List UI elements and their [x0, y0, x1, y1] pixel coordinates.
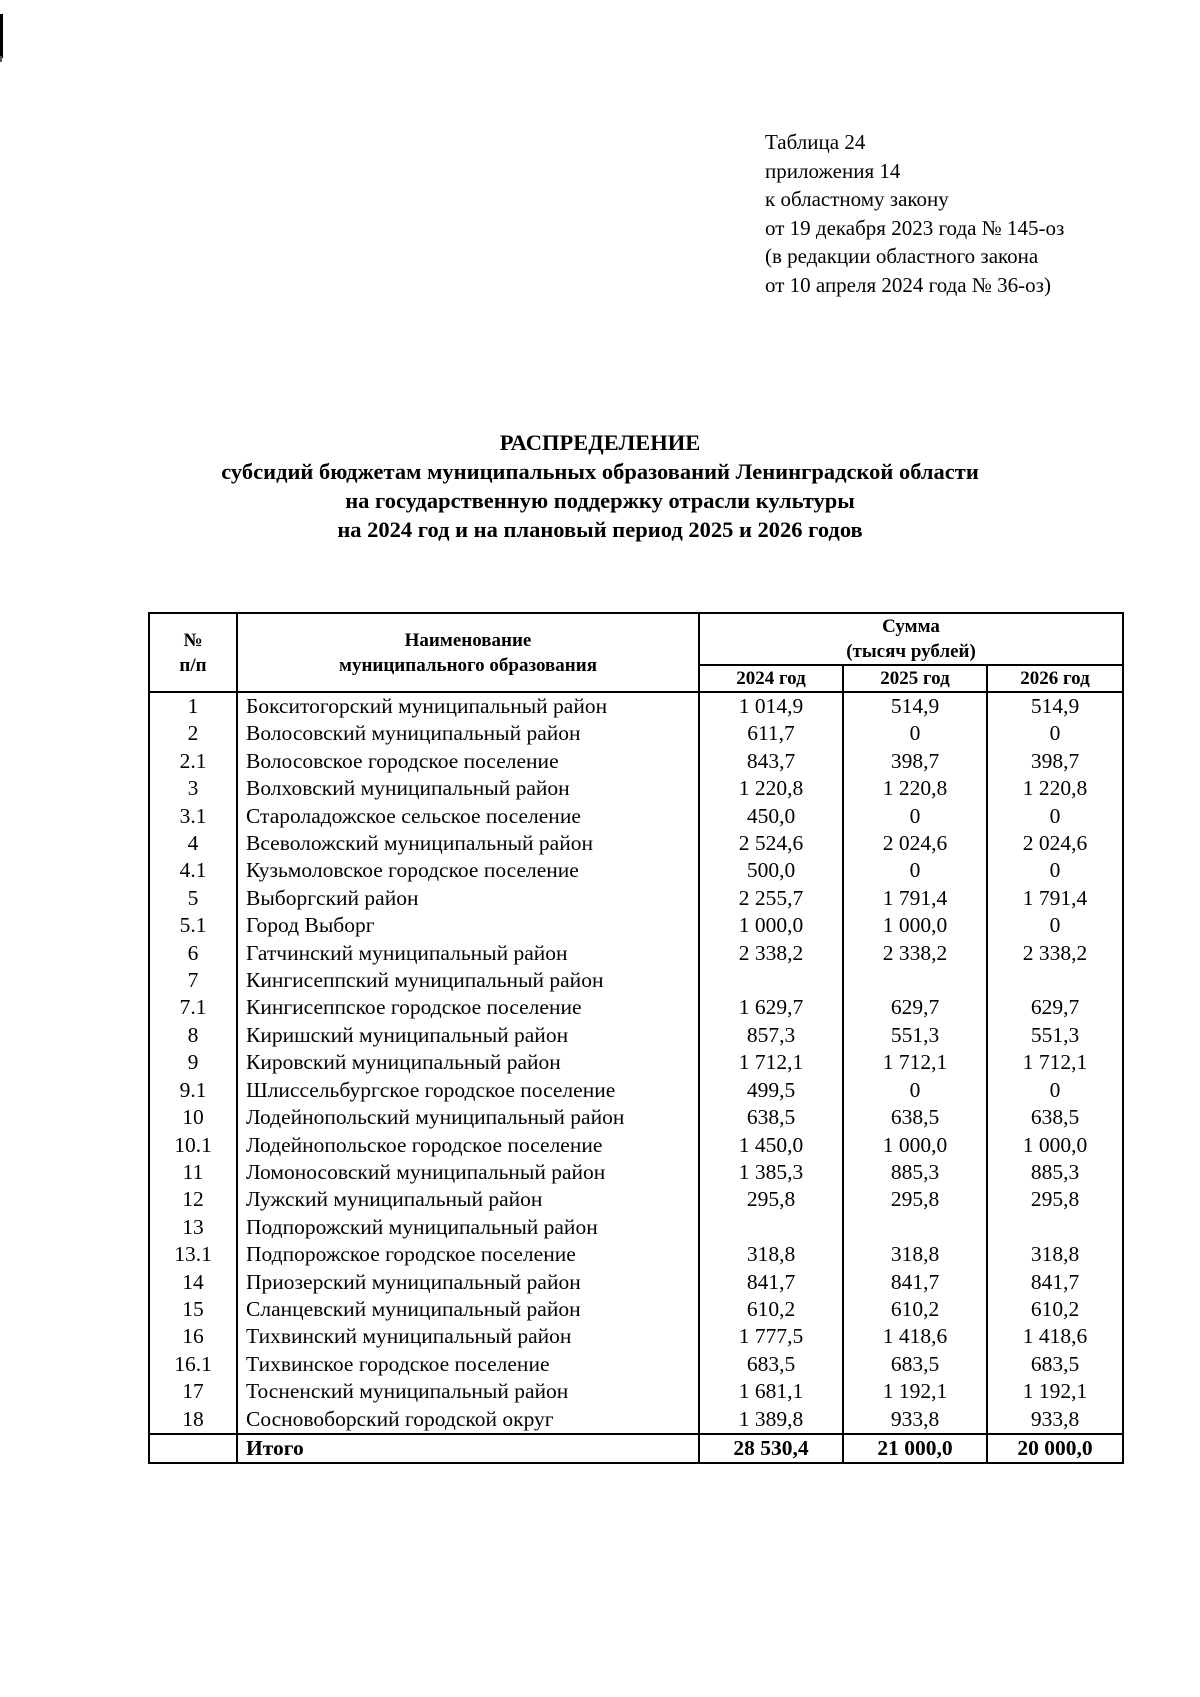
- table-row: [149, 940, 1123, 967]
- row-number: 5.1: [149, 912, 237, 939]
- amount-2025: [843, 1214, 987, 1241]
- amount-2026: [987, 967, 1123, 994]
- header-line: к областному закону: [765, 187, 949, 211]
- title-line: РАСПРЕДЕЛЕНИЕ: [499, 430, 701, 455]
- total-2025: 21 000,0: [843, 1434, 987, 1463]
- header-name-line: Наименование: [404, 629, 532, 651]
- table-row: [149, 1132, 1123, 1159]
- row-number: 3: [149, 775, 237, 802]
- amount-2026: 0: [987, 1077, 1123, 1104]
- municipality-name: Кингисеппское городское поселение: [237, 994, 699, 1021]
- row-number: 9.1: [149, 1077, 237, 1104]
- amount-2024: 1 777,5: [699, 1323, 843, 1350]
- amount-2025: 1 712,1: [843, 1049, 987, 1076]
- row-number: 13: [149, 1214, 237, 1241]
- total-label: Итого: [237, 1434, 699, 1463]
- amount-2024: 610,2: [699, 1296, 843, 1323]
- row-number: 4.1: [149, 857, 237, 884]
- municipality-name: Подпорожское городское поселение: [237, 1241, 699, 1268]
- amount-2024: 1 220,8: [699, 775, 843, 802]
- amount-2026: 638,5: [987, 1104, 1123, 1131]
- amount-2026: [987, 1214, 1123, 1241]
- municipality-name: Шлиссельбургское городское поселение: [237, 1077, 699, 1104]
- municipality-name: Лодейнопольское городское поселение: [237, 1132, 699, 1159]
- table-row: [149, 1296, 1123, 1323]
- municipality-name: Гатчинский муниципальный район: [237, 940, 699, 967]
- header-num: [149, 613, 237, 692]
- header-sum-line: (тысяч рублей): [846, 641, 976, 662]
- amount-2025: 2 338,2: [843, 940, 987, 967]
- amount-2025: 610,2: [843, 1296, 987, 1323]
- header-sum-line: Сумма: [882, 616, 940, 637]
- table-row: [149, 1269, 1123, 1296]
- amount-2025: 1 000,0: [843, 1132, 987, 1159]
- municipality-name: Киришский муниципальный район: [237, 1022, 699, 1049]
- row-number: 5: [149, 885, 237, 912]
- scan-edge-mark: [0, 14, 3, 58]
- amount-2026: 295,8: [987, 1186, 1123, 1213]
- municipality-name: Лодейнопольский муниципальный район: [237, 1104, 699, 1131]
- municipality-name: Волосовский муниципальный район: [237, 720, 699, 747]
- amount-2026: 318,8: [987, 1241, 1123, 1268]
- amount-2024: [699, 1214, 843, 1241]
- row-number: 18: [149, 1406, 237, 1434]
- municipality-name: Тихвинский муниципальный район: [237, 1323, 699, 1350]
- amount-2025: 0: [843, 857, 987, 884]
- header-num-line: №: [183, 629, 203, 651]
- municipality-name: Тосненский муниципальный район: [237, 1378, 699, 1405]
- amount-2025: [843, 967, 987, 994]
- table-row: [149, 967, 1123, 994]
- amount-2024: 1 014,9: [699, 692, 843, 720]
- amount-2025: 514,9: [843, 692, 987, 720]
- table-row: [149, 748, 1123, 775]
- municipality-name: Подпорожский муниципальный район: [237, 1214, 699, 1241]
- amount-2024: 1 681,1: [699, 1378, 843, 1405]
- municipality-name: Лужский муниципальный район: [237, 1186, 699, 1213]
- amount-2024: 1 385,3: [699, 1159, 843, 1186]
- amount-2026: 1 220,8: [987, 775, 1123, 802]
- amount-2026: 629,7: [987, 994, 1123, 1021]
- row-number: 6: [149, 940, 237, 967]
- row-number: 13.1: [149, 1241, 237, 1268]
- row-number: 3.1: [149, 803, 237, 830]
- scan-edge-mark: [0, 56, 2, 62]
- amount-2024: 611,7: [699, 720, 843, 747]
- amount-2026: 2 338,2: [987, 940, 1123, 967]
- row-number: 11: [149, 1159, 237, 1186]
- table-row: [149, 1406, 1123, 1434]
- total-2026: 20 000,0: [987, 1434, 1123, 1463]
- amount-2024: 499,5: [699, 1077, 843, 1104]
- table-row: [149, 1159, 1123, 1186]
- amount-2025: 885,3: [843, 1159, 987, 1186]
- municipality-name: Кингисеппский муниципальный район: [237, 967, 699, 994]
- table-header-row: [149, 613, 1123, 665]
- row-number: 1: [149, 692, 237, 720]
- amount-2025: 629,7: [843, 994, 987, 1021]
- municipality-name: Тихвинское городское поселение: [237, 1351, 699, 1378]
- header-line: от 19 декабря 2023 года № 145-оз: [765, 215, 1065, 240]
- amount-2026: 398,7: [987, 748, 1123, 775]
- municipality-name: Бокситогорский муниципальный район: [237, 692, 699, 720]
- amount-2025: 2 024,6: [843, 830, 987, 857]
- amount-2024: 295,8: [699, 1186, 843, 1213]
- appendix-header: [765, 128, 1064, 299]
- row-number: 14: [149, 1269, 237, 1296]
- amount-2025: 318,8: [843, 1241, 987, 1268]
- amount-2025: 295,8: [843, 1186, 987, 1213]
- table-row: [149, 912, 1123, 939]
- municipality-name: Всеволожский муниципальный район: [237, 830, 699, 857]
- row-number: 10.1: [149, 1132, 237, 1159]
- municipality-name: Кузьмоловское городское поселение: [237, 857, 699, 884]
- header-name-line: муниципального образования: [339, 654, 597, 676]
- row-number: 9: [149, 1049, 237, 1076]
- amount-2024: 1 389,8: [699, 1406, 843, 1434]
- amount-2026: 683,5: [987, 1351, 1123, 1378]
- amount-2026: 933,8: [987, 1406, 1123, 1434]
- header-year-2026: 2026 год: [987, 665, 1123, 692]
- row-number: 12: [149, 1186, 237, 1213]
- row-number: 16.1: [149, 1351, 237, 1378]
- municipality-name: Сосновоборский городской округ: [237, 1406, 699, 1434]
- amount-2025: 683,5: [843, 1351, 987, 1378]
- municipality-name: Староладожское сельское поселение: [237, 803, 699, 830]
- amount-2026: 0: [987, 803, 1123, 830]
- header-year-2024: 2024 год: [699, 665, 843, 692]
- amount-2024: 841,7: [699, 1269, 843, 1296]
- municipality-name: Выборгский район: [237, 885, 699, 912]
- header-line: (в редакции областного закона: [765, 244, 1039, 268]
- amount-2024: 638,5: [699, 1104, 843, 1131]
- amount-2024: 857,3: [699, 1022, 843, 1049]
- amount-2026: 610,2: [987, 1296, 1123, 1323]
- amount-2025: 0: [843, 1077, 987, 1104]
- document-title: [0, 428, 1200, 544]
- header-name: [237, 613, 699, 692]
- amount-2025: 933,8: [843, 1406, 987, 1434]
- amount-2025: 398,7: [843, 748, 987, 775]
- amount-2025: 1 418,6: [843, 1323, 987, 1350]
- title-line: субсидий бюджетам муниципальных образований Ленинградской области: [221, 459, 979, 484]
- municipality-name: Волховский муниципальный район: [237, 775, 699, 802]
- table-row: [149, 1186, 1123, 1213]
- municipality-name: Кировский муниципальный район: [237, 1049, 699, 1076]
- header-num-line: п/п: [179, 654, 207, 676]
- table-row: [149, 1022, 1123, 1049]
- municipality-name: Приозерский муниципальный район: [237, 1269, 699, 1296]
- table-row: [149, 885, 1123, 912]
- amount-2024: 2 255,7: [699, 885, 843, 912]
- amount-2026: 0: [987, 912, 1123, 939]
- amount-2026: 1 712,1: [987, 1049, 1123, 1076]
- amount-2026: 0: [987, 720, 1123, 747]
- municipality-name: Город Выборг: [237, 912, 699, 939]
- amount-2026: 514,9: [987, 692, 1123, 720]
- amount-2024: 683,5: [699, 1351, 843, 1378]
- amount-2026: 1 192,1: [987, 1378, 1123, 1405]
- table-row: [149, 775, 1123, 802]
- amount-2025: 0: [843, 803, 987, 830]
- amount-2026: 841,7: [987, 1269, 1123, 1296]
- amount-2024: 2 338,2: [699, 940, 843, 967]
- table-row: [149, 692, 1123, 720]
- amount-2024: 1 450,0: [699, 1132, 843, 1159]
- title-line: на государственную поддержку отрасли культуры: [345, 488, 855, 513]
- municipality-name: Волосовское городское поселение: [237, 748, 699, 775]
- amount-2025: 551,3: [843, 1022, 987, 1049]
- total-2024: 28 530,4: [699, 1434, 843, 1463]
- row-number: 10: [149, 1104, 237, 1131]
- table-row: [149, 720, 1123, 747]
- header-sum: [699, 613, 1123, 665]
- table-row: [149, 994, 1123, 1021]
- table-row: [149, 1323, 1123, 1350]
- amount-2024: 450,0: [699, 803, 843, 830]
- amount-2026: 885,3: [987, 1159, 1123, 1186]
- row-number: 7.1: [149, 994, 237, 1021]
- total-num: [149, 1434, 237, 1463]
- table-row: [149, 1077, 1123, 1104]
- row-number: 17: [149, 1378, 237, 1405]
- header-line: Таблица 24: [765, 130, 866, 154]
- amount-2026: 1 000,0: [987, 1132, 1123, 1159]
- amount-2024: 318,8: [699, 1241, 843, 1268]
- amount-2024: 1 712,1: [699, 1049, 843, 1076]
- municipality-name: Ломоносовский муниципальный район: [237, 1159, 699, 1186]
- header-line: от 10 апреля 2024 года № 36-оз): [765, 272, 1051, 297]
- amount-2025: 0: [843, 720, 987, 747]
- table-row: [149, 1049, 1123, 1076]
- header-year-2025: 2025 год: [843, 665, 987, 692]
- table-row: [149, 1378, 1123, 1405]
- amount-2026: 0: [987, 857, 1123, 884]
- table-row: [149, 1241, 1123, 1268]
- amount-2025: 1 791,4: [843, 885, 987, 912]
- table-row: [149, 1104, 1123, 1131]
- amount-2024: 1 629,7: [699, 994, 843, 1021]
- table-row: [149, 803, 1123, 830]
- header-line: приложения 14: [765, 158, 901, 183]
- total-row: [149, 1434, 1123, 1463]
- table-row: [149, 830, 1123, 857]
- amount-2024: 500,0: [699, 857, 843, 884]
- amount-2026: 1 791,4: [987, 885, 1123, 912]
- amount-2026: 551,3: [987, 1022, 1123, 1049]
- amount-2025: 1 220,8: [843, 775, 987, 802]
- amount-2024: 843,7: [699, 748, 843, 775]
- row-number: 7: [149, 967, 237, 994]
- amount-2025: 1 000,0: [843, 912, 987, 939]
- distribution-table: [148, 612, 1124, 1464]
- amount-2024: 1 000,0: [699, 912, 843, 939]
- table-row: [149, 857, 1123, 884]
- row-number: 4: [149, 830, 237, 857]
- row-number: 16: [149, 1323, 237, 1350]
- amount-2025: 841,7: [843, 1269, 987, 1296]
- amount-2025: 1 192,1: [843, 1378, 987, 1405]
- title-line: на 2024 год и на плановый период 2025 и 2026 годов: [337, 517, 863, 542]
- amount-2024: [699, 967, 843, 994]
- amount-2025: 638,5: [843, 1104, 987, 1131]
- row-number: 15: [149, 1296, 237, 1323]
- municipality-name: Сланцевский муниципальный район: [237, 1296, 699, 1323]
- table-row: [149, 1351, 1123, 1378]
- row-number: 2.1: [149, 748, 237, 775]
- row-number: 8: [149, 1022, 237, 1049]
- amount-2026: 2 024,6: [987, 830, 1123, 857]
- row-number: 2: [149, 720, 237, 747]
- table-row: [149, 1214, 1123, 1241]
- amount-2026: 1 418,6: [987, 1323, 1123, 1350]
- amount-2024: 2 524,6: [699, 830, 843, 857]
